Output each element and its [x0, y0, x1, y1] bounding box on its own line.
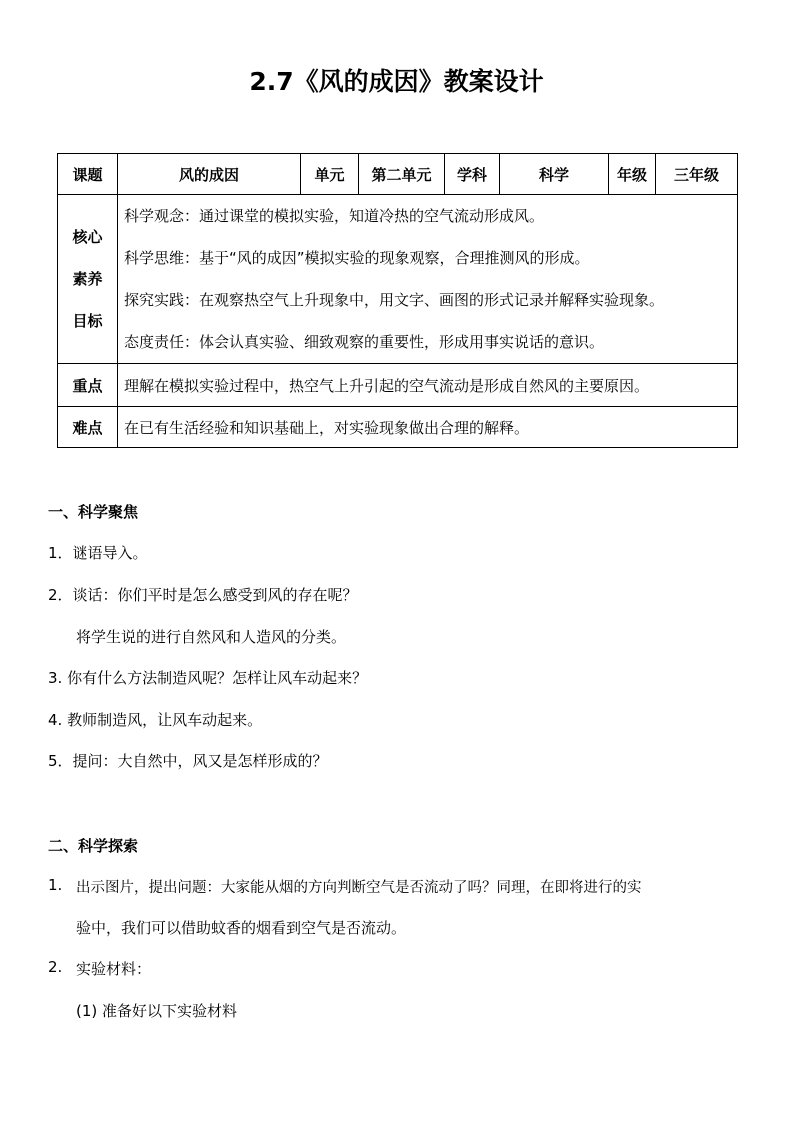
unit-value: 第二单元 — [359, 154, 445, 195]
key-point-text: 理解在模拟实验过程中，热空气上升引起的空气流动是形成自然风的主要原因。 — [118, 364, 738, 407]
subject-label: 学科 — [445, 154, 500, 195]
core-goal-science-thinking: 科学思维：基于“风的成因”模拟实验的现象观察，合理推测风的形成。 — [124, 249, 590, 267]
focus-line-2-note: 将学生说的进行自然风和人造风的分类。 — [76, 628, 347, 646]
topic-value: 风的成因 — [118, 154, 301, 195]
key-point-label: 重点 — [58, 364, 118, 407]
explore-item-2-text: 实验材料： — [76, 960, 152, 978]
table-row-key-point — [58, 364, 738, 407]
core-label-line3: 目标 — [72, 312, 103, 330]
difficulty-text: 在已有生活经验和知识基础上，对实验现象做出合理的解释。 — [118, 407, 738, 448]
subject-value: 科学 — [500, 154, 609, 195]
core-label-line2: 素养 — [72, 270, 103, 288]
explore-item-1-line-2: 验中，我们可以借助蚊香的烟看到空气是否流动。 — [76, 919, 407, 937]
core-goals-label — [58, 195, 118, 364]
explore-sub-item-1: (1) 准备好以下实验材料 — [76, 1002, 238, 1020]
focus-line-2: 2．谈话：你们平时是怎么感受到风的存在呢？ — [48, 586, 358, 604]
table-row-difficulty — [58, 407, 738, 448]
difficulty-label: 难点 — [58, 407, 118, 448]
core-goal-science-concept: 科学观念：通过课堂的模拟实验，知道冷热的空气流动形成风。 — [124, 207, 545, 225]
core-goals-content — [118, 195, 738, 364]
section-heading-science-explore: 二、科学探索 — [48, 837, 139, 855]
unit-label: 单元 — [301, 154, 359, 195]
focus-line-1: 1．谜语导入。 — [48, 544, 148, 562]
focus-line-4: 4. 教师制造风，让风车动起来。 — [48, 711, 263, 729]
topic-label: 课题 — [58, 154, 118, 195]
grade-label: 年级 — [609, 154, 656, 195]
lesson-info-table — [57, 153, 738, 448]
core-goal-attitude: 态度责任：体会认真实验、细致观察的重要性，形成用事实说话的意识。 — [124, 333, 605, 351]
focus-line-3: 3. 你有什么方法制造风呢？怎样让风车动起来？ — [48, 669, 368, 687]
focus-line-5: 5．提问：大自然中，风又是怎样形成的？ — [48, 752, 328, 770]
table-row-core-goals — [58, 195, 738, 364]
grade-value: 三年级 — [656, 154, 738, 195]
explore-item-1-number: 1. — [48, 876, 63, 894]
core-label-line1: 核心 — [72, 228, 103, 246]
section-heading-science-focus: 一、科学聚焦 — [48, 503, 139, 521]
document-title: 2.7《风的成因》教案设计 — [249, 67, 544, 96]
explore-item-2-number: 2. — [48, 958, 63, 976]
core-goal-inquiry-practice: 探究实践：在观察热空气上升现象中，用文字、画图的形式记录并解释实验现象。 — [124, 291, 665, 309]
table-row-basic-info — [58, 154, 738, 195]
explore-item-1-line-1: 出示图片，提出问题：大家能从烟的方向判断空气是否流动了吗？同理，在即将进行的实 — [76, 880, 642, 896]
